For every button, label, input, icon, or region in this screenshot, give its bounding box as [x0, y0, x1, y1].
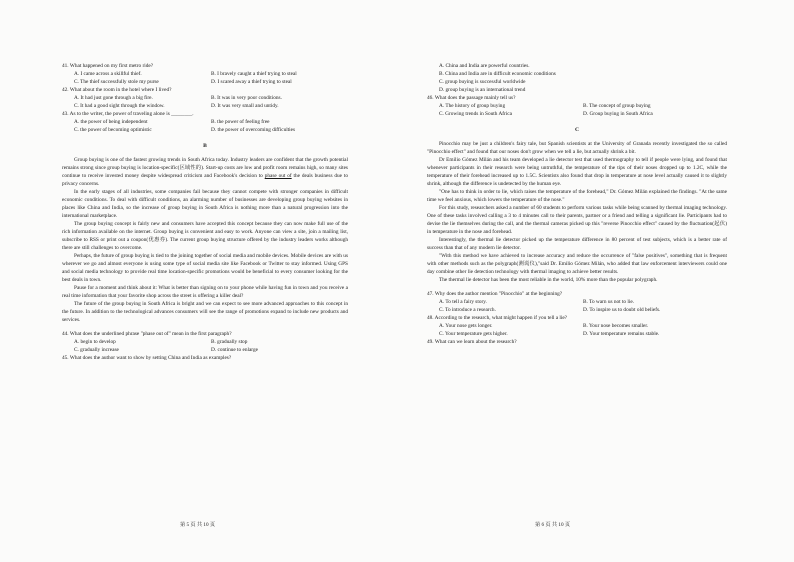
question-stem: 46. What does the passage mainly tell us?: [427, 95, 516, 101]
question-options: [439, 298, 727, 314]
passage-paragraph: Interestingly, the thermal lie detector picked up the temperature difference in 80 percent of test subjects, which is a better rate of success than that of any modern lie detector.: [427, 237, 727, 251]
passage-paragraph: Dr Emilio Gómez Milán and his team developed a lie detector test that used thermography to tell if people were lying, and found that whenever participants in their research were being untruthful, the temperature of the tips of their noses dropped up to 1.2C, while the temperature of their forehead increased up to 1.5C. Scientists also found that drop in temperature at nose level actually caused it to slightly shrink, although the difference is undetected by the human eye.: [427, 157, 727, 187]
questions-47-49: [427, 290, 727, 346]
question-options: [74, 118, 348, 134]
passage-paragraph: Pause for a moment and think about it: What is better than signing on to your phone while having fun in town and you receive a real time information that your favorite shop across the street is offering a killer deal?: [62, 285, 348, 299]
answer-option: B. It was in very poor conditions.: [211, 95, 282, 101]
passage-paragraph: "With this method we have achieved to increase accuracy and reduce the occurrence of "false positives", something that is frequent with other methods such as the polygraph(测谎仪),"said Dr. Emilio Gómez Milán, who added that law enforcement interviewers could one day combine other lie detection technology with thermal imaging to achieve better results.: [427, 253, 727, 275]
question-options: [74, 70, 348, 86]
answer-option: C. Your temperature gets higher.: [439, 331, 508, 337]
answer-option: C. gradually increase: [74, 347, 119, 353]
answer-option: B. I bravely caught a thief trying to steal: [211, 71, 297, 77]
passage-paragraph: In the early stages of all industries, some companies fail because they cannot compete with stronger companies in difficult economic conditions. To deal with difficult conditions, an alarming number of businesses are developing group buying websites in places like China and India, so the increase of group buying in South Africa is nothing more than a natural progression into the international marketplace.: [62, 189, 348, 219]
answer-option: B. gradually stop: [211, 339, 248, 345]
answer-option: D. I scared away a thief trying to steal: [211, 79, 292, 85]
answer-option: D. Group buying in South Africa: [583, 111, 653, 117]
answer-option: B. the power of feeling free: [211, 119, 270, 125]
page-number-right: 第 6 页 共 10 页: [535, 522, 571, 528]
passage-paragraph: For this study, researchers asked a number of 60 students to perform various tasks while being scanned by thermal imaging technology. One of these tasks involved calling a 3 to 4 minutes call to their parents, partner or a friend and telling a significant lie. Participants had to devise the lie themselves during the call, and the thermal cameras picked up this "reverse Pinocchio effect" caused by the fluctuation(起伏) in temperature in the nose and forehead.: [427, 205, 727, 235]
question-stem: 48. According to the research, what might happen if you tell a lie?: [427, 315, 568, 321]
question-options: [439, 102, 727, 118]
answer-option: A. the power of being independent: [74, 119, 148, 125]
question-46: [427, 94, 727, 118]
question-stem: 45. What does the author want to show by setting China and India as examples?: [62, 355, 232, 361]
answer-option: D. Your temperature remains stable.: [583, 331, 660, 337]
answer-option: D. It was very small and untidy.: [211, 103, 279, 109]
answer-option: C. It had a good sight through the window.: [74, 103, 165, 109]
passage-paragraph: The thermal lie detector has been the most reliable in the world, 10% more than the popular polygraph.: [439, 277, 658, 283]
underlined-phrase: phase out of: [264, 173, 292, 179]
question-options: [74, 338, 348, 354]
answer-option: D. To inspire us to doubt old beliefs.: [583, 307, 661, 313]
question-45-options: [439, 62, 727, 94]
answer-option: A. To tell a fairy story.: [439, 299, 487, 305]
answer-option: A. begin to develop: [74, 339, 116, 345]
answer-option: C. Growing trends in South Africa: [439, 111, 512, 117]
question-options: [74, 94, 348, 110]
question-stem: 49. What can we learn about the research?: [427, 339, 517, 345]
right-page: [397, 0, 794, 562]
answer-option: A. I came across a skillful thief.: [74, 71, 142, 77]
answer-option: D. the power of overcoming difficulties: [211, 127, 296, 133]
answer-option: B. To warn us not to lie.: [583, 299, 635, 305]
question-stem: 47. Why does the author mention "Pinocchio" at the beginning?: [427, 291, 563, 297]
passage-paragraph: The group buying concept is fairly new and consumers have accepted this concept because they can now make full use of the rich information available on the internet. Group buying is convenient and easy to work. Anyone can view a site, join a mailing list, subscribe to RSS or print out a coupon(优惠券). The current group buying structure offered by the industry leaders works although there are still challenges to overcome.: [62, 221, 348, 251]
passage-c: [427, 140, 727, 284]
answer-option: C. The thief successfully stole my purse: [74, 79, 159, 85]
passage-paragraph: Group buying is one of the fastest growing trends in South Africa today. Industry leaders are confident that the growth potential remains strong since group buying is location-specific(区域性的). Start-up costs are low and profit room remains high, so many sites continue to receive invested money despite widespread criticism and Facebook's decision to phase out of the deals business due to privacy concerns.: [62, 157, 349, 187]
page-number-left: 第 5 页 共 10 页: [180, 522, 216, 528]
questions-44-45: [62, 330, 348, 362]
answer-option: C. the power of becoming optimistic: [74, 127, 152, 133]
questions-41-43: [62, 62, 348, 134]
passage-b: [62, 156, 348, 324]
answer-option: C. group buying is successful worldwide: [439, 79, 526, 85]
right-column: [427, 62, 727, 346]
answer-option: B. Your nose becomes smaller.: [583, 323, 649, 329]
question-stem: 43. As to the writer, the power of traveling alone is ________.: [62, 111, 194, 117]
passage-paragraph: Pinocchio may be just a children's fairy tale, but Spanish scientists at the University of Granada recently investigated the so called "Pinocchio effect" and found that our noses don't grow when we tell a lie, but actually shrink a bit.: [427, 141, 727, 155]
answer-option: B. China and India are in difficult economic conditions: [439, 71, 556, 77]
passage-paragraph: "One has to think in order to lie, which raises the temperature of the forehead," Dr. Gómez Milán explained the findings. "At the same time we feel anxious, which lowers the temperature of the nose.": [427, 189, 727, 203]
question-stem: 44. What does the underlined phrase "phase out of" mean in the first paragraph?: [62, 331, 232, 337]
answer-option: A. Your nose gets longer.: [439, 323, 493, 329]
question-stem: 42. What about the room in the hotel where I lived?: [62, 87, 172, 93]
passage-paragraph: Perhaps, the future of group buying is tied to the joining together of social media and mobile devices. Mobile devices are with us wherever we go and almost everyone is using some type of social media site like Facebook or Twitter to stay informed. Using GPS and social media technology to provide real time location-specific promotions would be beneficial to every consumer looking for the best deals in town.: [62, 253, 348, 283]
answer-option: C. To introduce a research.: [439, 307, 496, 313]
answer-option: A. The history of group buying: [439, 103, 506, 109]
section-title-c: C: [574, 127, 580, 133]
answer-option: D. continue to enlarge: [211, 347, 258, 353]
question-options: [439, 322, 727, 338]
section-title-b: B: [203, 143, 207, 149]
left-column: [62, 62, 348, 362]
answer-option: D. group buying is an international trend: [439, 87, 526, 93]
passage-paragraph: The future of the group buying in South Africa is bright and we can expect to see more advanced approaches to this concept in the future. In addition to the technological advances consumers will see the range of promotions expand to include new products and services.: [62, 301, 348, 323]
answer-option: A. It had just gone through a big fire.: [74, 95, 153, 101]
answer-option: B. The concept of group buying: [583, 103, 651, 109]
answer-option: A. China and India are powerful countries.: [439, 63, 530, 69]
question-stem: 41. What happened on my first metro ride?: [62, 63, 154, 69]
